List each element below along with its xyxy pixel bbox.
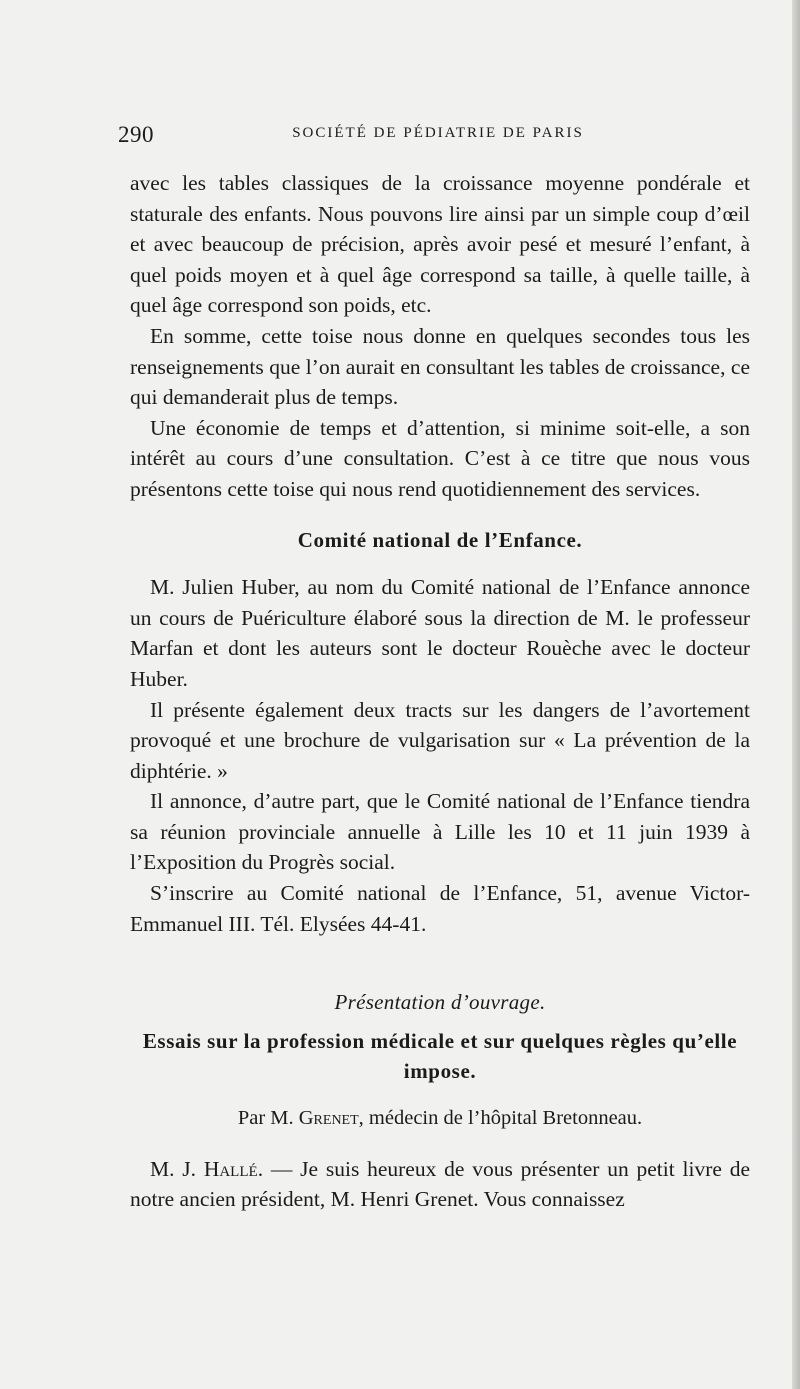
section-heading-presentation: Présentation d’ouvrage. (334, 990, 546, 1015)
section-title-comite: Comité national de l’Enfance. (297, 527, 583, 552)
page-edge-shadow (792, 0, 800, 1389)
book-title: Essais sur la profession médicale et sur quelques règles qu’elle impose. (142, 1028, 738, 1084)
paragraph: M. Julien Huber, au nom du Comité national de l’Enfance annonce un cours de Puériculture élaboré sous la direction de M. le professeur Marfan et dont les auteurs sont le docteur Rouèche avec le docteur Huber. (130, 575, 750, 691)
paragraph: Il présente également deux tracts sur les dangers de l’avortement provoqué et une brochure de vulgarisation sur « La prévention de la diphtérie. » (130, 697, 750, 783)
paragraph: Une économie de temps et d’attention, si minime soit-elle, a son intérêt au cours d’une consultation. C’est à ce titre que nous vous présentons cette toise qui nous rend quotidiennement des services. (130, 415, 750, 501)
page-body (130, 168, 750, 1215)
paragraph: Il annonce, d’autre part, que le Comité national de l’Enfance tiendra sa réunion provinciale annuelle à Lille les 10 et 11 juin 1939 à l’Exposition du Progrès social. (130, 789, 750, 875)
byline (130, 1103, 750, 1134)
author-name: Grenet (298, 1107, 359, 1130)
byline-prefix: Par M. (237, 1107, 299, 1130)
paragraph (130, 1154, 750, 1215)
page-number: 290 (118, 122, 154, 147)
speaker-prefix: M. J. (150, 1156, 204, 1181)
paragraph: avec les tables classiques de la croissance moyenne pondérale et staturale des enfants. Nous pouvons lire ainsi par un simple coup d’œil et avec beaucoup de précision, après avoir pesé et mesuré l’enfant, à quel poids moyen et à quel âge correspond sa taille, à quelle taille, à quel âge correspond son poids, etc. (130, 171, 750, 318)
paragraph-text: . — Je suis heureux de vous présenter un petit livre de notre ancien président, M. Henri Grenet. Vous connaissez (130, 1156, 751, 1212)
running-head: SOCIÉTÉ DE PÉDIATRIE DE PARIS (292, 125, 584, 141)
paragraph: En somme, cette toise nous donne en quelques secondes tous les renseignements que l’on aurait en consultant les tables de croissance, ce qui demanderait plus de temps. (130, 323, 750, 410)
page-header (118, 122, 758, 152)
byline-suffix: , médecin de l’hôpital Bretonneau. (358, 1107, 643, 1130)
speaker-name: Hallé (203, 1156, 258, 1181)
paragraph: S’inscrire au Comité national de l’Enfance, 51, avenue Victor-Emmanuel III. Tél. Elysées 44-41. (130, 881, 750, 936)
